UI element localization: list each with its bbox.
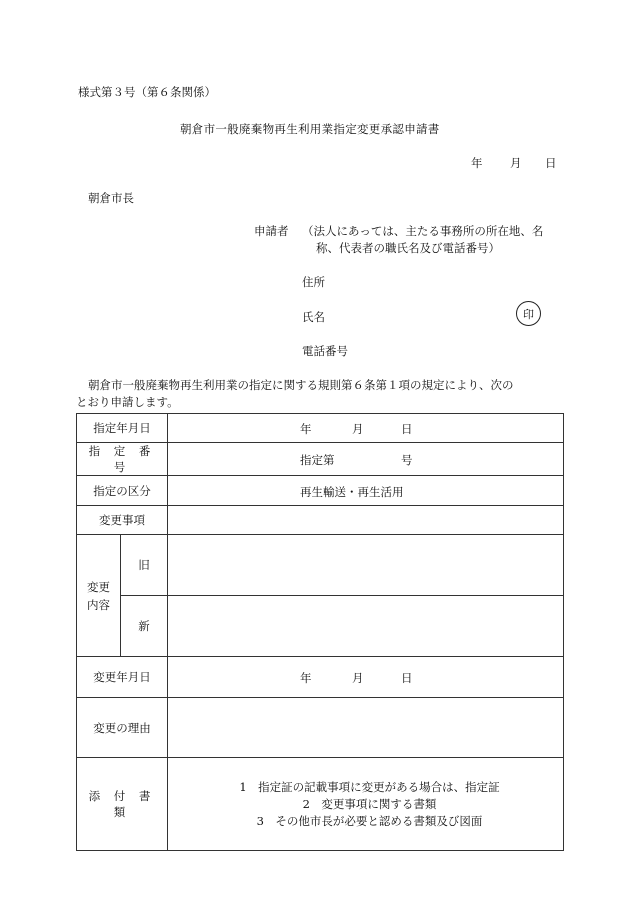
change-item-field[interactable] — [168, 506, 564, 535]
row-designation-category — [77, 476, 564, 506]
row-reason — [77, 698, 564, 758]
change-month: 月 — [352, 671, 364, 685]
row-change-date — [77, 657, 564, 698]
attachment-item-2: 2 変更事項に関する書類 — [302, 796, 437, 811]
designation-month: 月 — [352, 422, 364, 436]
date-year-label: 年 — [471, 156, 483, 170]
change-date-label: 変更年月日 — [77, 657, 168, 698]
applicant-label: 申請者 — [254, 224, 289, 238]
applicant-note-line1: （法人にあっては、主たる事務所の所在地、名 — [302, 224, 544, 238]
designation-day: 日 — [401, 422, 413, 436]
intro-line1: 朝倉市一般廃棄物再生利用業の指定に関する規則第６条第１項の規定により、次の — [88, 378, 514, 392]
designation-year: 年 — [300, 422, 312, 436]
designation-category-label: 指定の区分 — [77, 476, 168, 506]
designation-category-text: 再生輸送・再生活用 — [300, 484, 404, 499]
designation-number-prefix: 指定第 — [300, 453, 335, 467]
name-label: 氏名 — [302, 310, 325, 324]
new-label: 新 — [121, 596, 168, 657]
row-change-item — [77, 506, 564, 535]
old-label: 旧 — [121, 535, 168, 596]
attachment-item-1: 1 指定証の記載事項に変更がある場合は、指定証 — [239, 779, 500, 794]
attachments-label: 添 付 書 類 — [77, 758, 168, 851]
row-designation-number — [77, 443, 564, 476]
change-content-label-line2: 内容 — [87, 597, 110, 612]
applicant-note-line2: 称、代表者の職氏名及び電話番号） — [316, 241, 500, 255]
seal-mark — [516, 301, 541, 326]
row-attachments — [77, 758, 564, 851]
seal-text: 印 — [523, 307, 534, 321]
address-label: 住所 — [302, 275, 325, 289]
phone-label: 電話番号 — [302, 344, 348, 358]
row-change-old — [77, 535, 564, 596]
designation-number-suffix: 号 — [401, 453, 413, 467]
attachments-list — [168, 758, 564, 851]
change-day: 日 — [401, 671, 413, 685]
date-month-label: 月 — [510, 156, 522, 170]
new-content-field[interactable] — [168, 596, 564, 657]
date-day-label: 日 — [545, 156, 557, 170]
change-content-label-line1: 変更 — [87, 579, 110, 594]
application-table — [76, 413, 564, 851]
designation-number-label: 指 定 番 号 — [77, 443, 168, 476]
designation-category-value — [168, 476, 564, 506]
row-change-new — [77, 596, 564, 657]
reason-label: 変更の理由 — [77, 698, 168, 758]
row-designation-date — [77, 414, 564, 443]
designation-date-label: 指定年月日 — [77, 414, 168, 443]
change-year: 年 — [300, 671, 312, 685]
designation-number-field[interactable] — [168, 443, 564, 476]
change-content-label — [77, 535, 121, 657]
intro-line2: とおり申請します。 — [76, 395, 179, 409]
reason-field[interactable] — [168, 698, 564, 758]
designation-date-field[interactable] — [168, 414, 564, 443]
form-number: 様式第３号（第６条関係） — [78, 85, 216, 99]
old-content-field[interactable] — [168, 535, 564, 596]
addressee: 朝倉市長 — [88, 191, 134, 205]
document-title: 朝倉市一般廃棄物再生利用業指定変更承認申請書 — [180, 122, 440, 136]
attachment-item-3: 3 その他市長が必要と認める書類及び図面 — [256, 813, 483, 828]
change-item-label: 変更事項 — [77, 506, 168, 535]
change-date-field[interactable] — [168, 657, 564, 698]
